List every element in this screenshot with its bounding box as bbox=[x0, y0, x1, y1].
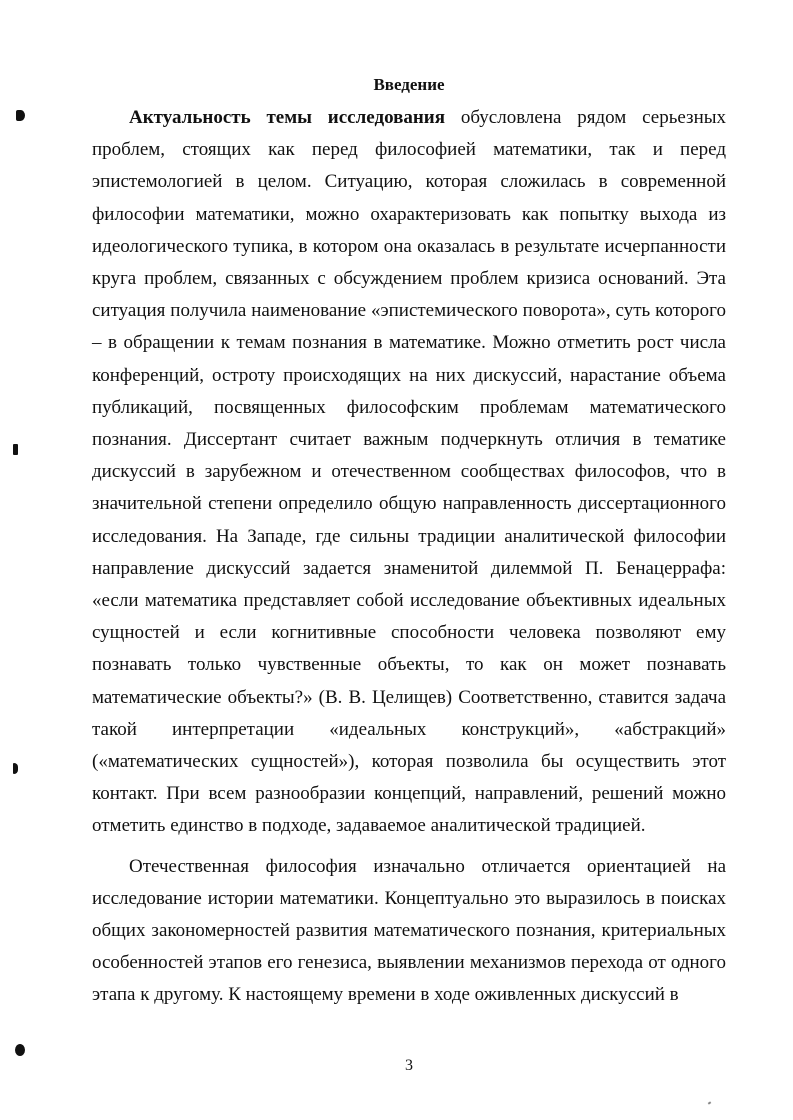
section-heading: Введение bbox=[373, 75, 445, 94]
scan-margin-mark bbox=[13, 444, 18, 455]
paragraph-1-text: обусловлена рядом серьезных проблем, стоящих как перед философией математики, так и перед эпистемологией в целом. Ситуацию, которая сложилась в современной философии математики, можно охарактеризовать как попытку выхода из идеологического тупика, в котором она оказалась в результате исчерпанности круга проблем, связанных с обсуждением проблем кризиса оснований. Эта ситуация получила наименование «эпистемического поворота», суть которого – в обращении к темам познания в математике. Можно отметить рост числа конференций, остроту происходящих на них дискуссий, нарастание объема публикаций, посвященных философским проблемам математического познания. Диссертант считает важным подчеркнуть отличия в тематике дискуссий в зарубежном и отечественном сообществах философов, что в значительной степени определило общую направленность диссертационного исследования. На Западе, где сильны традиции аналитической философии направление дискуссий задается знаменитой дилеммой П. Бенацеррафа: «если математика представляет собой исследование объективных идеальных сущностей и если когнитивные способности человека позволяют ему познавать только чувственные объекты, то как он может познавать математические объекты?» (В. В. Целищев) Соответственно, ставится задача такой интерпретации «идеальных конструкций», «абстракций» («математических сущностей»), которая позволила бы осуществить этот контакт. При всем разнообразии концепций, направлений, решений можно отметить единство в подходе, задаваемое аналитической традицией. bbox=[92, 107, 726, 837]
paragraph-2: Отечественная философия изначально отличается ориентацией на исследование истории математики. Концептуально это выразилось в поисках общих закономерностей развития математического познания, критериальных особенностей этапов его генезиса, выявлении механизмов перехода от одного этапа к другому. К настоящему времени в ходе оживленных дискуссий в bbox=[92, 855, 726, 1006]
scan-speck bbox=[708, 1101, 712, 1104]
body-text bbox=[92, 102, 726, 1012]
scan-margin-mark bbox=[13, 763, 18, 774]
paragraph-1 bbox=[92, 102, 726, 843]
scan-margin-mark bbox=[15, 1044, 25, 1056]
scan-margin-mark bbox=[16, 110, 25, 121]
paragraph-1-lead: Актуальность темы исследования bbox=[129, 107, 446, 128]
page-number: 3 bbox=[405, 1057, 413, 1074]
